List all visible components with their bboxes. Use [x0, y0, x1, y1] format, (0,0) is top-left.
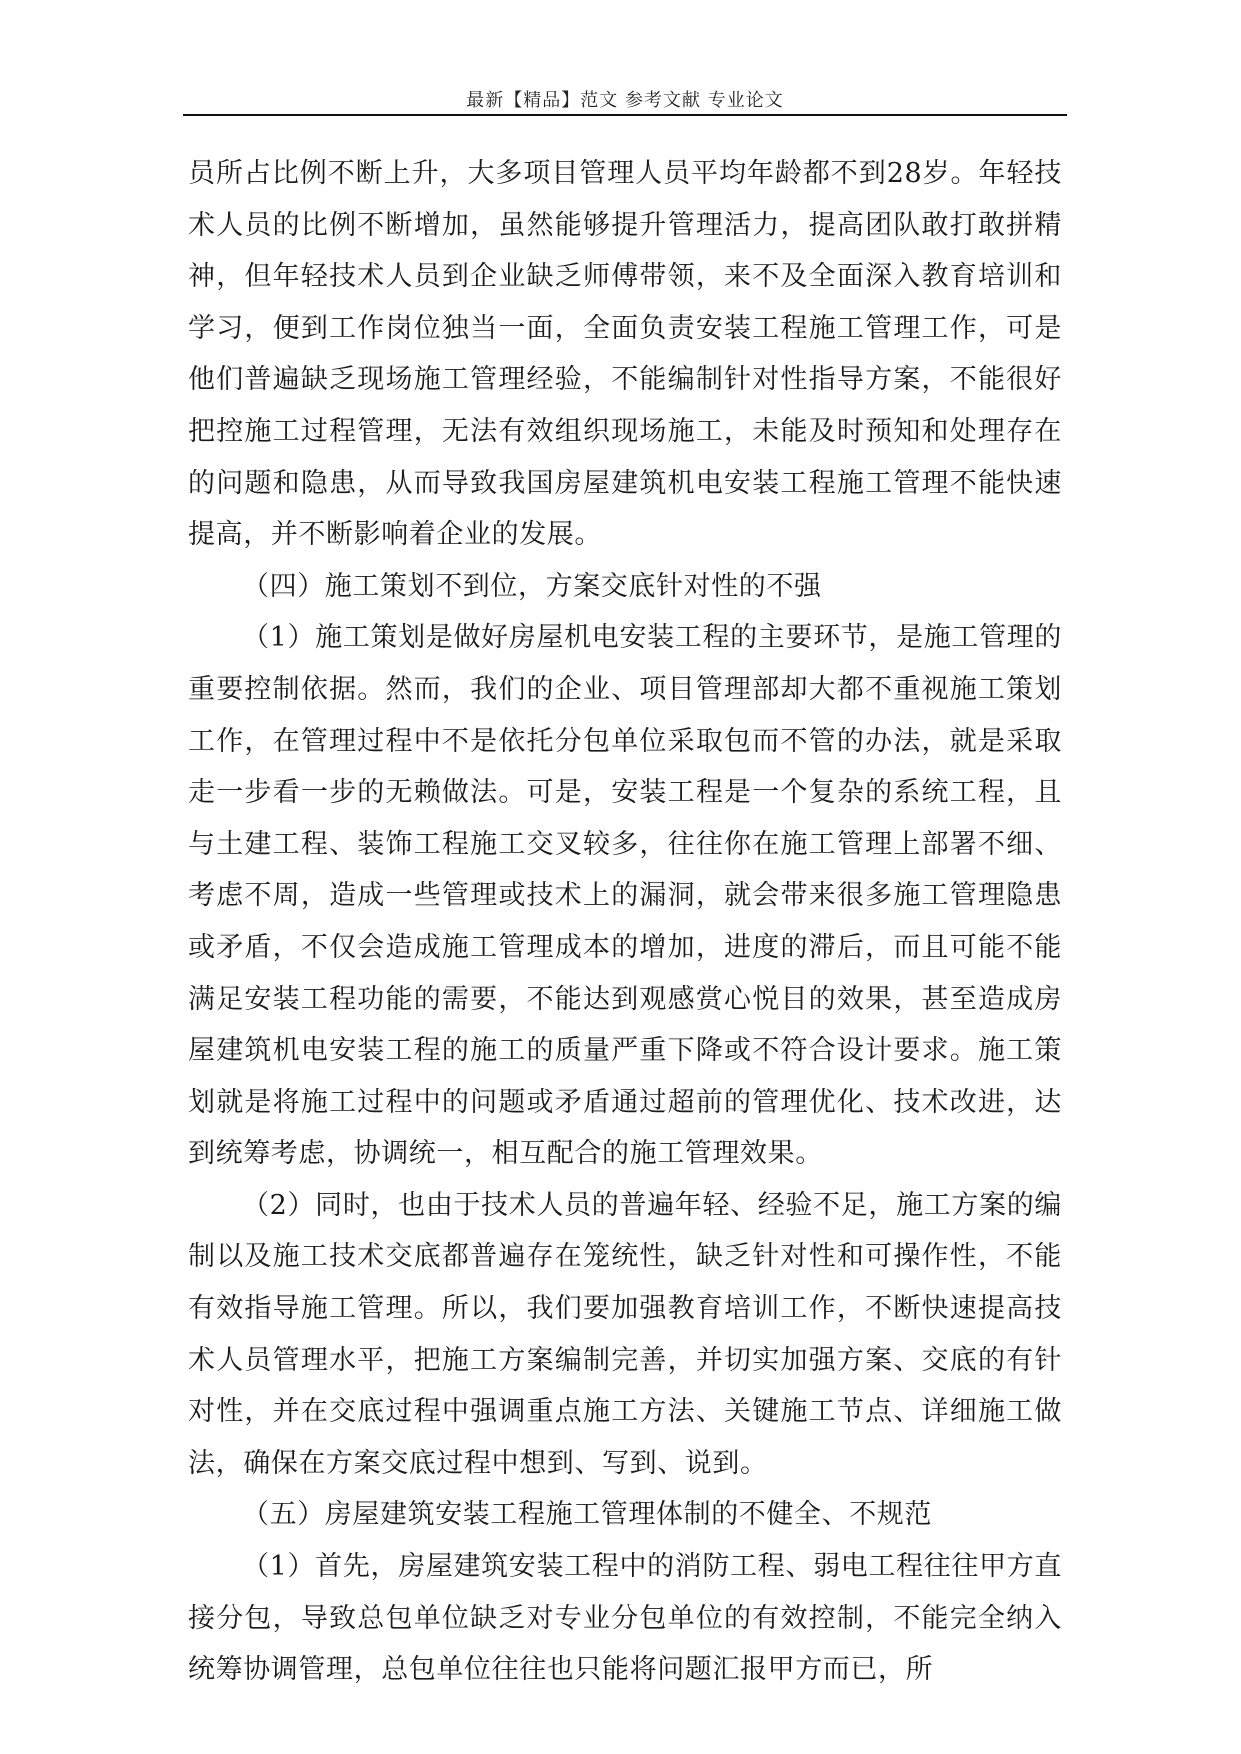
paragraph-continuation: 员所占比例不断上升，大多项目管理人员平均年龄都不到28岁。年轻技术人员的比例不断增加，虽然能够提升管理活力，提高团队敢打敢拼精神，但年轻技术人员到企业缺乏师傅带领，来不及全面深入教育培训和学习，便到工作岗位独当一面，全面负责安装工程施工管理工作，可是他们普遍缺乏现场施工管理经验，不能编制针对性指导方案，不能很好把控施工过程管理，无法有效组织现场施工，未能及时预知和处理存在的问题和隐患，从而导致我国房屋建筑机电安装工程施工管理不能快速提高，并不断影响着企业的发展。: [188, 158, 1062, 551]
header-divider: [183, 114, 1067, 116]
paragraph-system-1: （1）首先，房屋建筑安装工程中的消防工程、弱电工程往往甲方直接分包，导致总包单位缺乏对专业分包单位的有效控制，不能完全纳入统筹协调管理，总包单位往往也只能将问题汇报甲方而已，所: [188, 1551, 1062, 1686]
document-body: [188, 148, 1062, 1696]
paragraph-planning-2: （2）同时，也由于技术人员的普遍年轻、经验不足，施工方案的编制以及施工技术交底都普遍存在笼统性，缺乏针对性和可操作性，不能有效指导施工管理。所以，我们要加强教育培训工作，不断快速提高技术人员管理水平，把施工方案编制完善，并切实加强方案、交底的有针对性，并在交底过程中强调重点施工方法、关键施工节点、详细施工做法，确保在方案交底过程中想到、写到、说到。: [188, 1189, 1062, 1479]
paragraph-planning-1: （1）施工策划是做好房屋机电安装工程的主要环节，是施工管理的重要控制依据。然而，我们的企业、项目管理部却大都不重视施工策划工作，在管理过程中不是依托分包单位采取包而不管的办法，就是采取走一步看一步的无赖做法。可是，安装工程是一个复杂的系统工程，且与土建工程、装饰工程施工交叉较多，往往你在施工管理上部署不细、考虑不周，造成一些管理或技术上的漏洞，就会带来很多施工管理隐患或矛盾，不仅会造成施工管理成本的增加，进度的滞后，而且可能不能满足安装工程功能的需要，不能达到观感赏心悦目的效果，甚至造成房屋建筑机电安装工程的施工的质量严重下降或不符合设计要求。施工策划就是将施工过程中的问题或矛盾通过超前的管理优化、技术改进，达到统筹考虑，协调统一，相互配合的施工管理效果。: [188, 622, 1062, 1170]
section-heading-4: （四）施工策划不到位，方案交底针对性的不强: [242, 570, 822, 602]
section-heading-5: （五）房屋建筑安装工程施工管理体制的不健全、不规范: [242, 1499, 932, 1531]
page-header: 最新【精品】范文 参考文献 专业论文: [466, 90, 784, 111]
